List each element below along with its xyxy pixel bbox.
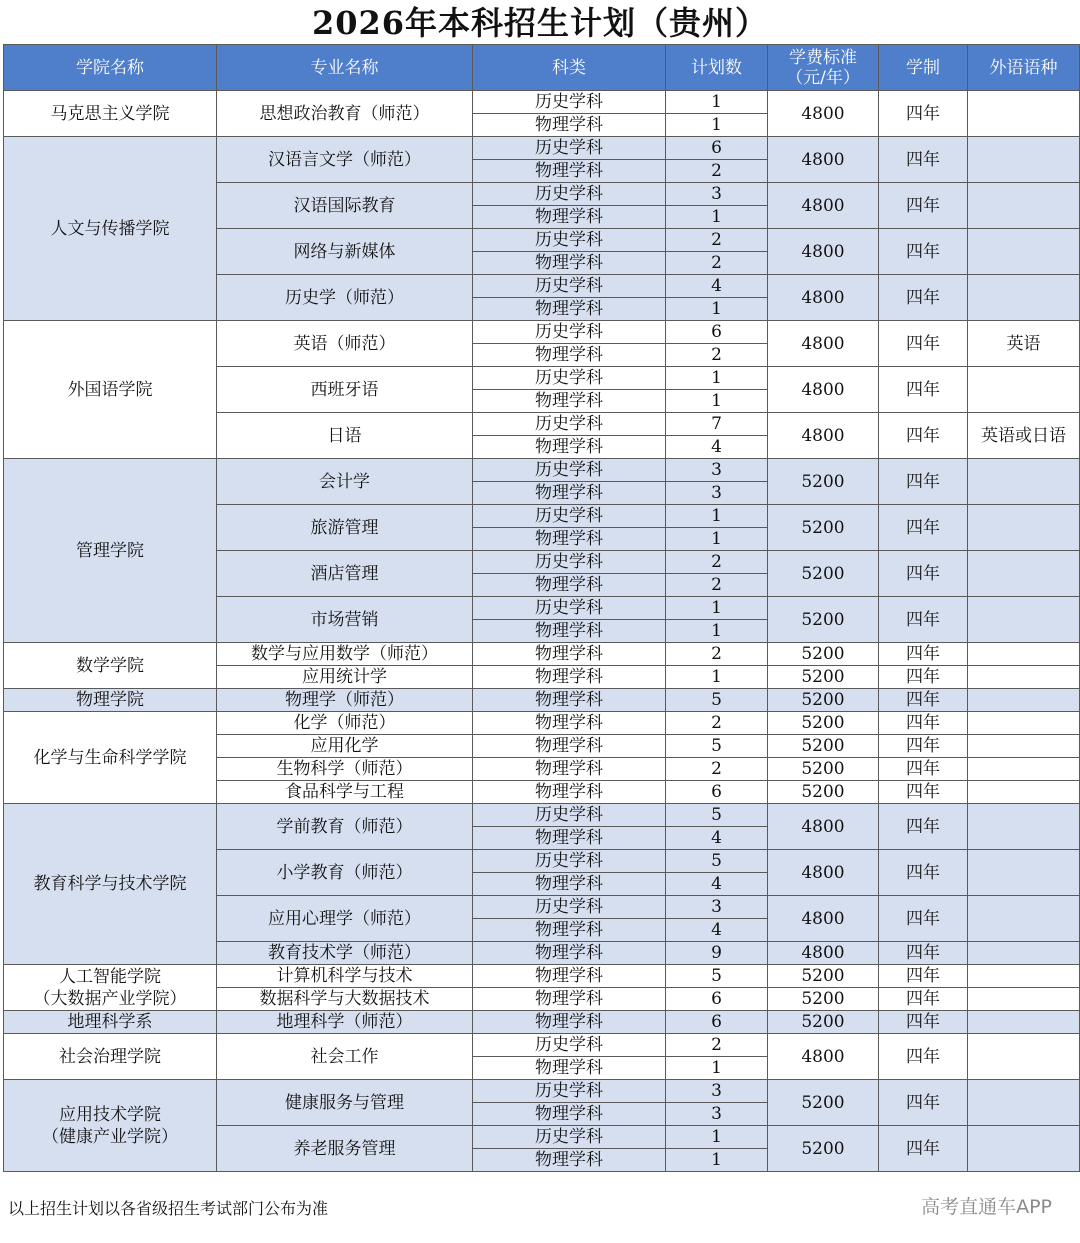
table-row bbox=[4, 91, 1080, 114]
table-row bbox=[4, 804, 1080, 827]
category-cell: 物理学科 bbox=[473, 712, 666, 735]
foreign-language-cell bbox=[968, 367, 1080, 413]
major-name-cell: 历史学（师范） bbox=[217, 275, 473, 321]
plan-count-cell: 6 bbox=[666, 781, 768, 804]
foreign-language-cell bbox=[968, 781, 1080, 804]
category-cell: 物理学科 bbox=[473, 1011, 666, 1034]
study-years-cell: 四年 bbox=[879, 666, 968, 689]
plan-count-cell: 2 bbox=[666, 643, 768, 666]
plan-count-cell: 5 bbox=[666, 689, 768, 712]
plan-count-cell: 1 bbox=[666, 390, 768, 413]
plan-count-cell: 5 bbox=[666, 850, 768, 873]
category-cell: 物理学科 bbox=[473, 827, 666, 850]
tuition-fee-cell: 5200 bbox=[768, 1011, 879, 1034]
study-years-cell: 四年 bbox=[879, 896, 968, 942]
college-name-cell: 管理学院 bbox=[4, 459, 217, 643]
foreign-language-cell bbox=[968, 459, 1080, 505]
major-name-cell: 数据科学与大数据技术 bbox=[217, 988, 473, 1011]
study-years-cell: 四年 bbox=[879, 367, 968, 413]
study-years-cell: 四年 bbox=[879, 1080, 968, 1126]
major-name-cell: 计算机科学与技术 bbox=[217, 965, 473, 988]
category-cell: 历史学科 bbox=[473, 1034, 666, 1057]
foreign-language-cell bbox=[968, 735, 1080, 758]
tuition-fee-cell: 5200 bbox=[768, 505, 879, 551]
study-years-cell: 四年 bbox=[879, 781, 968, 804]
plan-count-cell: 2 bbox=[666, 252, 768, 275]
foreign-language-cell bbox=[968, 137, 1080, 183]
foreign-language-cell bbox=[968, 965, 1080, 988]
header-major: 专业名称 bbox=[217, 45, 473, 91]
major-name-cell: 应用化学 bbox=[217, 735, 473, 758]
study-years-cell: 四年 bbox=[879, 735, 968, 758]
plan-count-cell: 4 bbox=[666, 275, 768, 298]
category-cell: 历史学科 bbox=[473, 321, 666, 344]
college-name-cell: 地理科学系 bbox=[4, 1011, 217, 1034]
plan-count-cell: 6 bbox=[666, 137, 768, 160]
category-cell: 物理学科 bbox=[473, 689, 666, 712]
college-name-cell: 教育科学与技术学院 bbox=[4, 804, 217, 965]
category-cell: 历史学科 bbox=[473, 91, 666, 114]
foreign-language-cell bbox=[968, 942, 1080, 965]
major-name-cell: 社会工作 bbox=[217, 1034, 473, 1080]
study-years-cell: 四年 bbox=[879, 643, 968, 666]
plan-count-cell: 1 bbox=[666, 206, 768, 229]
major-name-cell: 汉语国际教育 bbox=[217, 183, 473, 229]
plan-count-cell: 2 bbox=[666, 574, 768, 597]
category-cell: 物理学科 bbox=[473, 114, 666, 137]
category-cell: 物理学科 bbox=[473, 160, 666, 183]
category-cell: 物理学科 bbox=[473, 942, 666, 965]
study-years-cell: 四年 bbox=[879, 689, 968, 712]
tuition-fee-cell: 5200 bbox=[768, 735, 879, 758]
category-cell: 物理学科 bbox=[473, 643, 666, 666]
study-years-cell: 四年 bbox=[879, 1126, 968, 1172]
category-cell: 物理学科 bbox=[473, 781, 666, 804]
study-years-cell: 四年 bbox=[879, 551, 968, 597]
foreign-language-cell bbox=[968, 275, 1080, 321]
enrollment-plan-table bbox=[3, 44, 1080, 1172]
tuition-fee-cell: 5200 bbox=[768, 965, 879, 988]
foreign-language-cell bbox=[968, 758, 1080, 781]
category-cell: 物理学科 bbox=[473, 735, 666, 758]
table-row bbox=[4, 1034, 1080, 1057]
tuition-fee-cell: 4800 bbox=[768, 850, 879, 896]
header-language: 外语语种 bbox=[968, 45, 1080, 91]
college-name-cell: 化学与生命科学学院 bbox=[4, 712, 217, 804]
page-title: 2026年本科招生计划（贵州） bbox=[311, 4, 769, 42]
major-name-cell: 思想政治教育（师范） bbox=[217, 91, 473, 137]
foreign-language-cell bbox=[968, 1126, 1080, 1172]
tuition-fee-cell: 4800 bbox=[768, 896, 879, 942]
major-name-cell: 健康服务与管理 bbox=[217, 1080, 473, 1126]
category-cell: 物理学科 bbox=[473, 919, 666, 942]
major-name-cell: 食品科学与工程 bbox=[217, 781, 473, 804]
footer-note: 以上招生计划以各省级招生考试部门公布为准 bbox=[8, 1199, 329, 1218]
header-college: 学院名称 bbox=[4, 45, 217, 91]
category-cell: 历史学科 bbox=[473, 413, 666, 436]
college-name-cell: 应用技术学院 （健康产业学院） bbox=[4, 1080, 217, 1172]
table-row bbox=[4, 1080, 1080, 1103]
major-name-cell: 西班牙语 bbox=[217, 367, 473, 413]
tuition-fee-cell: 4800 bbox=[768, 942, 879, 965]
header-category: 科类 bbox=[473, 45, 666, 91]
plan-count-cell: 1 bbox=[666, 1057, 768, 1080]
plan-count-cell: 1 bbox=[666, 1126, 768, 1149]
plan-count-cell: 5 bbox=[666, 804, 768, 827]
college-name-cell: 数学学院 bbox=[4, 643, 217, 689]
category-cell: 物理学科 bbox=[473, 436, 666, 459]
category-cell: 物理学科 bbox=[473, 965, 666, 988]
category-cell: 历史学科 bbox=[473, 597, 666, 620]
tuition-fee-cell: 4800 bbox=[768, 275, 879, 321]
plan-count-cell: 6 bbox=[666, 321, 768, 344]
category-cell: 历史学科 bbox=[473, 551, 666, 574]
tuition-fee-cell: 5200 bbox=[768, 689, 879, 712]
category-cell: 物理学科 bbox=[473, 206, 666, 229]
category-cell: 物理学科 bbox=[473, 574, 666, 597]
header-years: 学制 bbox=[879, 45, 968, 91]
category-cell: 物理学科 bbox=[473, 873, 666, 896]
study-years-cell: 四年 bbox=[879, 229, 968, 275]
foreign-language-cell bbox=[968, 551, 1080, 597]
plan-count-cell: 5 bbox=[666, 735, 768, 758]
tuition-fee-cell: 5200 bbox=[768, 712, 879, 735]
study-years-cell: 四年 bbox=[879, 712, 968, 735]
study-years-cell: 四年 bbox=[879, 1034, 968, 1080]
tuition-fee-cell: 4800 bbox=[768, 91, 879, 137]
plan-count-cell: 7 bbox=[666, 413, 768, 436]
plan-count-cell: 9 bbox=[666, 942, 768, 965]
study-years-cell: 四年 bbox=[879, 413, 968, 459]
college-name-cell: 社会治理学院 bbox=[4, 1034, 217, 1080]
plan-count-cell: 3 bbox=[666, 459, 768, 482]
study-years-cell: 四年 bbox=[879, 275, 968, 321]
major-name-cell: 应用心理学（师范） bbox=[217, 896, 473, 942]
major-name-cell: 化学（师范） bbox=[217, 712, 473, 735]
category-cell: 历史学科 bbox=[473, 505, 666, 528]
plan-count-cell: 1 bbox=[666, 1149, 768, 1172]
table-row bbox=[4, 689, 1080, 712]
plan-count-cell: 2 bbox=[666, 758, 768, 781]
tuition-fee-cell: 4800 bbox=[768, 1034, 879, 1080]
foreign-language-cell bbox=[968, 1080, 1080, 1126]
tuition-fee-cell: 5200 bbox=[768, 758, 879, 781]
major-name-cell: 网络与新媒体 bbox=[217, 229, 473, 275]
major-name-cell: 会计学 bbox=[217, 459, 473, 505]
table-row bbox=[4, 965, 1080, 988]
study-years-cell: 四年 bbox=[879, 804, 968, 850]
study-years-cell: 四年 bbox=[879, 505, 968, 551]
category-cell: 物理学科 bbox=[473, 390, 666, 413]
category-cell: 历史学科 bbox=[473, 183, 666, 206]
category-cell: 物理学科 bbox=[473, 528, 666, 551]
category-cell: 历史学科 bbox=[473, 367, 666, 390]
category-cell: 历史学科 bbox=[473, 459, 666, 482]
plan-count-cell: 3 bbox=[666, 896, 768, 919]
plan-count-cell: 3 bbox=[666, 1080, 768, 1103]
plan-count-cell: 1 bbox=[666, 597, 768, 620]
tuition-fee-cell: 5200 bbox=[768, 1080, 879, 1126]
major-name-cell: 小学教育（师范） bbox=[217, 850, 473, 896]
category-cell: 物理学科 bbox=[473, 1057, 666, 1080]
college-name-cell: 外国语学院 bbox=[4, 321, 217, 459]
tuition-fee-cell: 4800 bbox=[768, 183, 879, 229]
plan-count-cell: 5 bbox=[666, 965, 768, 988]
plan-count-cell: 1 bbox=[666, 620, 768, 643]
tuition-fee-cell: 4800 bbox=[768, 137, 879, 183]
major-name-cell: 数学与应用数学（师范） bbox=[217, 643, 473, 666]
header-fee: 学费标准 （元/年） bbox=[768, 45, 879, 91]
study-years-cell: 四年 bbox=[879, 321, 968, 367]
study-years-cell: 四年 bbox=[879, 965, 968, 988]
major-name-cell: 应用统计学 bbox=[217, 666, 473, 689]
major-name-cell: 教育技术学（师范） bbox=[217, 942, 473, 965]
category-cell: 物理学科 bbox=[473, 1149, 666, 1172]
foreign-language-cell: 英语 bbox=[968, 321, 1080, 367]
plan-count-cell: 2 bbox=[666, 229, 768, 252]
table-row bbox=[4, 643, 1080, 666]
tuition-fee-cell: 4800 bbox=[768, 804, 879, 850]
plan-count-cell: 1 bbox=[666, 367, 768, 390]
tuition-fee-cell: 5200 bbox=[768, 551, 879, 597]
plan-count-cell: 1 bbox=[666, 666, 768, 689]
tuition-fee-cell: 5200 bbox=[768, 459, 879, 505]
foreign-language-cell bbox=[968, 643, 1080, 666]
foreign-language-cell bbox=[968, 1034, 1080, 1080]
study-years-cell: 四年 bbox=[879, 183, 968, 229]
foreign-language-cell bbox=[968, 804, 1080, 850]
category-cell: 物理学科 bbox=[473, 482, 666, 505]
plan-count-cell: 1 bbox=[666, 91, 768, 114]
study-years-cell: 四年 bbox=[879, 850, 968, 896]
foreign-language-cell bbox=[968, 229, 1080, 275]
major-name-cell: 酒店管理 bbox=[217, 551, 473, 597]
study-years-cell: 四年 bbox=[879, 459, 968, 505]
plan-count-cell: 2 bbox=[666, 344, 768, 367]
major-name-cell: 养老服务管理 bbox=[217, 1126, 473, 1172]
tuition-fee-cell: 4800 bbox=[768, 413, 879, 459]
tuition-fee-cell: 4800 bbox=[768, 367, 879, 413]
major-name-cell: 旅游管理 bbox=[217, 505, 473, 551]
foreign-language-cell bbox=[968, 597, 1080, 643]
category-cell: 历史学科 bbox=[473, 896, 666, 919]
foreign-language-cell bbox=[968, 689, 1080, 712]
major-name-cell: 学前教育（师范） bbox=[217, 804, 473, 850]
category-cell: 物理学科 bbox=[473, 1103, 666, 1126]
major-name-cell: 市场营销 bbox=[217, 597, 473, 643]
plan-count-cell: 2 bbox=[666, 551, 768, 574]
category-cell: 历史学科 bbox=[473, 137, 666, 160]
foreign-language-cell bbox=[968, 1011, 1080, 1034]
tuition-fee-cell: 5200 bbox=[768, 1126, 879, 1172]
tuition-fee-cell: 4800 bbox=[768, 229, 879, 275]
category-cell: 物理学科 bbox=[473, 620, 666, 643]
study-years-cell: 四年 bbox=[879, 758, 968, 781]
table-body bbox=[4, 91, 1080, 1172]
header-count: 计划数 bbox=[666, 45, 768, 91]
major-name-cell: 英语（师范） bbox=[217, 321, 473, 367]
foreign-language-cell bbox=[968, 666, 1080, 689]
study-years-cell: 四年 bbox=[879, 988, 968, 1011]
tuition-fee-cell: 5200 bbox=[768, 988, 879, 1011]
major-name-cell: 日语 bbox=[217, 413, 473, 459]
study-years-cell: 四年 bbox=[879, 597, 968, 643]
table-header-row bbox=[4, 45, 1080, 91]
foreign-language-cell bbox=[968, 896, 1080, 942]
foreign-language-cell bbox=[968, 505, 1080, 551]
foreign-language-cell bbox=[968, 850, 1080, 896]
plan-count-cell: 4 bbox=[666, 827, 768, 850]
plan-count-cell: 1 bbox=[666, 114, 768, 137]
major-name-cell: 地理科学（师范） bbox=[217, 1011, 473, 1034]
plan-count-cell: 3 bbox=[666, 1103, 768, 1126]
tuition-fee-cell: 5200 bbox=[768, 666, 879, 689]
category-cell: 历史学科 bbox=[473, 850, 666, 873]
table-row bbox=[4, 137, 1080, 160]
category-cell: 物理学科 bbox=[473, 758, 666, 781]
table-row bbox=[4, 321, 1080, 344]
tuition-fee-cell: 5200 bbox=[768, 781, 879, 804]
table-row bbox=[4, 712, 1080, 735]
plan-count-cell: 3 bbox=[666, 482, 768, 505]
plan-count-cell: 1 bbox=[666, 505, 768, 528]
study-years-cell: 四年 bbox=[879, 942, 968, 965]
plan-count-cell: 2 bbox=[666, 1034, 768, 1057]
college-name-cell: 人工智能学院 （大数据产业学院） bbox=[4, 965, 217, 1011]
major-name-cell: 物理学（师范） bbox=[217, 689, 473, 712]
category-cell: 历史学科 bbox=[473, 1080, 666, 1103]
study-years-cell: 四年 bbox=[879, 1011, 968, 1034]
category-cell: 物理学科 bbox=[473, 344, 666, 367]
study-years-cell: 四年 bbox=[879, 91, 968, 137]
major-name-cell: 生物科学（师范） bbox=[217, 758, 473, 781]
category-cell: 物理学科 bbox=[473, 252, 666, 275]
table-row bbox=[4, 459, 1080, 482]
category-cell: 历史学科 bbox=[473, 275, 666, 298]
plan-count-cell: 4 bbox=[666, 436, 768, 459]
plan-count-cell: 6 bbox=[666, 988, 768, 1011]
major-name-cell: 汉语言文学（师范） bbox=[217, 137, 473, 183]
foreign-language-cell: 英语或日语 bbox=[968, 413, 1080, 459]
tuition-fee-cell: 5200 bbox=[768, 643, 879, 666]
foreign-language-cell bbox=[968, 91, 1080, 137]
plan-count-cell: 1 bbox=[666, 298, 768, 321]
plan-count-cell: 6 bbox=[666, 1011, 768, 1034]
category-cell: 历史学科 bbox=[473, 229, 666, 252]
tuition-fee-cell: 4800 bbox=[768, 321, 879, 367]
plan-count-cell: 2 bbox=[666, 160, 768, 183]
category-cell: 历史学科 bbox=[473, 1126, 666, 1149]
foreign-language-cell bbox=[968, 988, 1080, 1011]
foreign-language-cell bbox=[968, 183, 1080, 229]
college-name-cell: 人文与传播学院 bbox=[4, 137, 217, 321]
plan-count-cell: 2 bbox=[666, 712, 768, 735]
plan-count-cell: 1 bbox=[666, 528, 768, 551]
college-name-cell: 马克思主义学院 bbox=[4, 91, 217, 137]
study-years-cell: 四年 bbox=[879, 137, 968, 183]
watermark: 高考直通车APP bbox=[921, 1196, 1052, 1218]
category-cell: 历史学科 bbox=[473, 804, 666, 827]
plan-count-cell: 4 bbox=[666, 919, 768, 942]
category-cell: 物理学科 bbox=[473, 988, 666, 1011]
foreign-language-cell bbox=[968, 712, 1080, 735]
plan-count-cell: 3 bbox=[666, 183, 768, 206]
tuition-fee-cell: 5200 bbox=[768, 597, 879, 643]
category-cell: 物理学科 bbox=[473, 666, 666, 689]
plan-count-cell: 4 bbox=[666, 873, 768, 896]
college-name-cell: 物理学院 bbox=[4, 689, 217, 712]
category-cell: 物理学科 bbox=[473, 298, 666, 321]
table-row bbox=[4, 1011, 1080, 1034]
